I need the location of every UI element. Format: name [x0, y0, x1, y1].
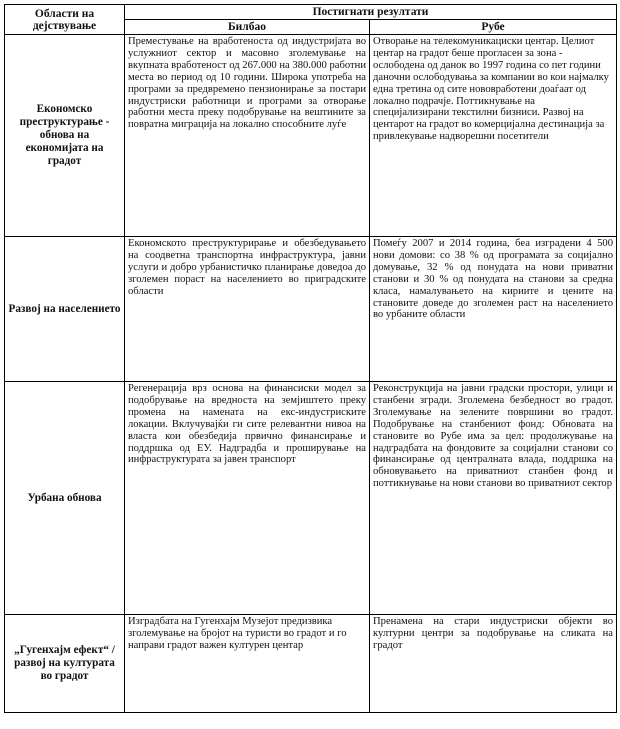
area-cell: „Гугенхајм ефект“ / развој на културата во градот	[5, 615, 125, 713]
areas-header: Области на дејствување	[5, 5, 125, 35]
bilbao-cell: Економското преструктурирање и обезбедувањето на соодветна транспортна инфраструктура, јавни услуги и добро урбанистичко планирање доведоа до зголемен пораст на населението во приградските области	[125, 237, 370, 382]
results-header: Постигнати резултати	[125, 5, 617, 20]
results-table	[4, 4, 617, 713]
roubaix-cell: Пренамена на стари индустриски објекти во културни центри за подобрување на сликата на градот	[370, 615, 617, 713]
results-table-page	[4, 4, 616, 713]
table-row	[5, 237, 617, 382]
roubaix-header: Рубе	[370, 20, 617, 35]
bilbao-header: Билбао	[125, 20, 370, 35]
table-row	[5, 35, 617, 237]
area-cell: Економско преструктурање - обнова на економијата на градот	[5, 35, 125, 237]
bilbao-cell: Регенерација врз основа на финансиски модел за подобрување на вредноста на земјиштето преку промена на намената на екс-индустриските локации. Вклучувајќи ги сите релевантни нивоа на власта кои обезбедија првично финансирање и поддршка од ЕУ. Надградба и проширување на инфраструктурата за јавен транспорт	[125, 382, 370, 615]
bilbao-cell: Изградбата на Гугенхајм Музејот предизвика зголемување на бројот на туристи во градот и го направи градот важен културен центар	[125, 615, 370, 713]
roubaix-cell: Помеѓу 2007 и 2014 година, беа изградени 4 500 нови домови: со 38 % од програмата за социјално домување, 32 % од понудата на нови приватни станови и 30 % од понудата на станови за средна класа, намалувањето на кириите и цените на становите доведе до зголемен раст на населението во урбаните области	[370, 237, 617, 382]
area-cell: Развој на населението	[5, 237, 125, 382]
table-row	[5, 615, 617, 713]
table-row	[5, 382, 617, 615]
bilbao-cell: Преместување на вработеноста од индустријата во услужниот сектор и масовно зголемување на вкупната вработеност од 267.000 на 380.000 работни места во период од 10 години. Широка употреба на програми за предвремено пензионирање за постари индустриски работници и програми за отворање работни места преку подобрување на вештините за повратна миграција на локално способните луѓе	[125, 35, 370, 237]
roubaix-cell: Отворање на телекомуникациски центар. Целиот центар на градот беше прогласен за зона - ослободена од данок во 1997 година со пет години даночни ослободувања за компании во кои најмалку една третина од сите нововработени доаѓаат од локално подрачје. Поттикнување на специјализирани текстилни бизниси. Развој на центарот на градот во комерцијална дестинација за привлекување надворешни посетители	[370, 35, 617, 237]
area-cell: Урбана обнова	[5, 382, 125, 615]
header-row	[5, 5, 617, 20]
roubaix-cell: Реконструкција на јавни градски простори, улици и станбени згради. Зголемена безбедност во градот. Зголемување на зелените површини во градот. Подобрување на станбениот фонд: Обновата на становите во Рубе имa за цел: продолжување на надградбата на фондовите за социјални станови со финансирање од централната влада, поддршка на обновувањето на приватниот станбен фонд и поттикнување на нови станови во приватниот сектор	[370, 382, 617, 615]
